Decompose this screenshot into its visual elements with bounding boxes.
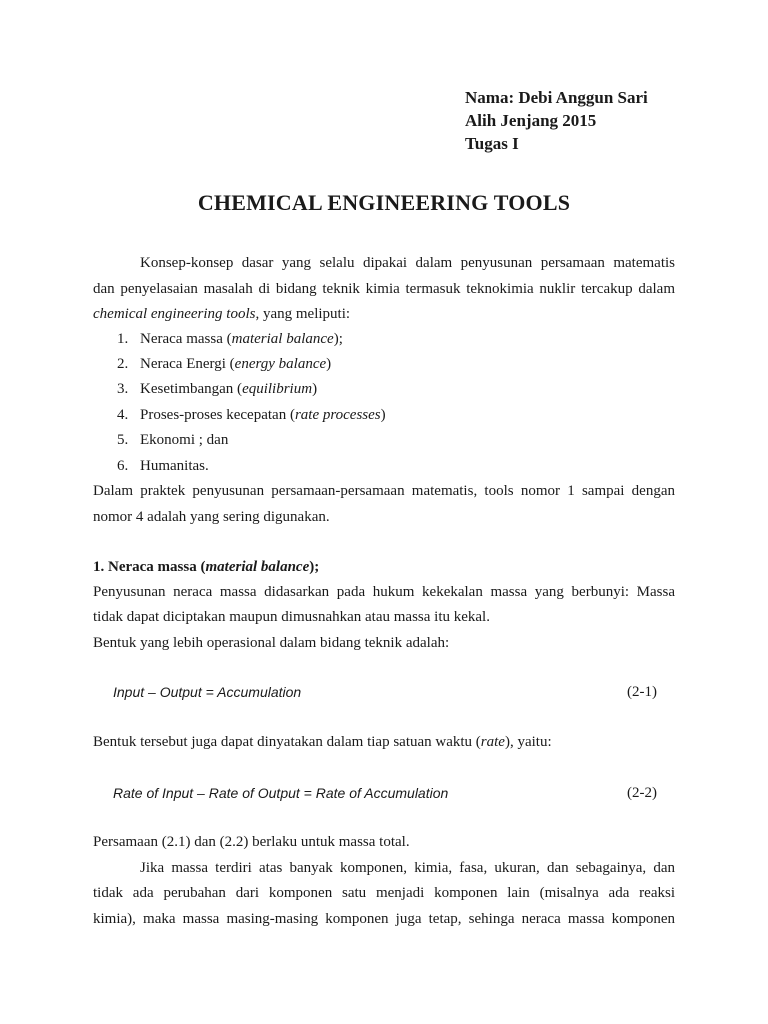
section-heading: 1. Neraca massa (material balance); (93, 559, 320, 575)
section-line-5: Persamaan (2.1) dan (2.2) berlaku untuk massa total. (93, 834, 410, 850)
section-line-7: tidak ada perubahan dari komponen satu menjadi komponen lain (misalnya ada reaksi (93, 885, 675, 901)
section-line-6: Jika massa terdiri atas banyak komponen, kimia, fasa, ukuran, dan sebagainya, dan (140, 860, 675, 876)
intro-line-1: Konsep-konsep dasar yang selalu dipakai dalam penyusunan persamaan matematis (140, 255, 675, 271)
list-item: Humanitas. (140, 458, 209, 474)
list-item-number: 5. (117, 432, 129, 448)
intro-italic-term: chemical engineering tools (93, 306, 256, 322)
list-item: Neraca massa (material balance); (140, 331, 343, 347)
list-item: Kesetimbangan (equilibrium) (140, 381, 318, 397)
document-title: CHEMICAL ENGINEERING TOOLS (197, 190, 571, 215)
section-line-8: kimia), maka massa masing-masing komponen juga tetap, sehinga neraca massa komponen (93, 911, 675, 927)
author-name: Nama: Debi Anggun Sari (465, 88, 648, 107)
list-item: Proses-proses kecepatan (rate processes) (140, 407, 386, 423)
list-item-number: 2. (117, 356, 129, 372)
program-name: Alih Jenjang 2015 (465, 111, 597, 130)
equation-number: (2-1) (627, 684, 657, 700)
list-item-number: 4. (117, 407, 129, 423)
section-line-4: Bentuk tersebut juga dapat dinyatakan dalam tiap satuan waktu (rate), yaitu: (93, 734, 552, 750)
intro-line-2: dan penyelasaian masalah di bidang teknik kimia termasuk teknokimia nuklir tercakup dalam (93, 281, 675, 297)
section-line-1: Penyusunan neraca massa didasarkan pada hukum kekekalan massa yang berbunyi: Massa (93, 584, 675, 600)
equation-number: (2-2) (627, 785, 657, 801)
practice-line-2: nomor 4 adalah yang sering digunakan. (93, 509, 330, 525)
equation-2-1: Input – Output = Accumulation (113, 684, 302, 700)
list-item: Ekonomi ; dan (140, 432, 229, 448)
assignment-label: Tugas I (465, 134, 519, 153)
list-item-number: 6. (117, 458, 129, 474)
intro-line-3-rest: , yang meliputi: (255, 306, 351, 322)
section-line-3: Bentuk yang lebih operasional dalam bidang teknik adalah: (93, 635, 450, 651)
intro-line-3 (93, 304, 675, 324)
list-item-number: 1. (117, 331, 129, 347)
section-line-2: tidak dapat diciptakan maupun dimusnahkan atau massa itu kekal. (93, 609, 490, 625)
list-item-number: 3. (117, 381, 129, 397)
practice-line-1: Dalam praktek penyusunan persamaan-persamaan matematis, tools nomor 1 sampai dengan (93, 483, 675, 499)
list-item: Neraca Energi (energy balance) (140, 356, 332, 372)
equation-2-2: Rate of Input – Rate of Output = Rate of Accumulation (113, 785, 449, 801)
